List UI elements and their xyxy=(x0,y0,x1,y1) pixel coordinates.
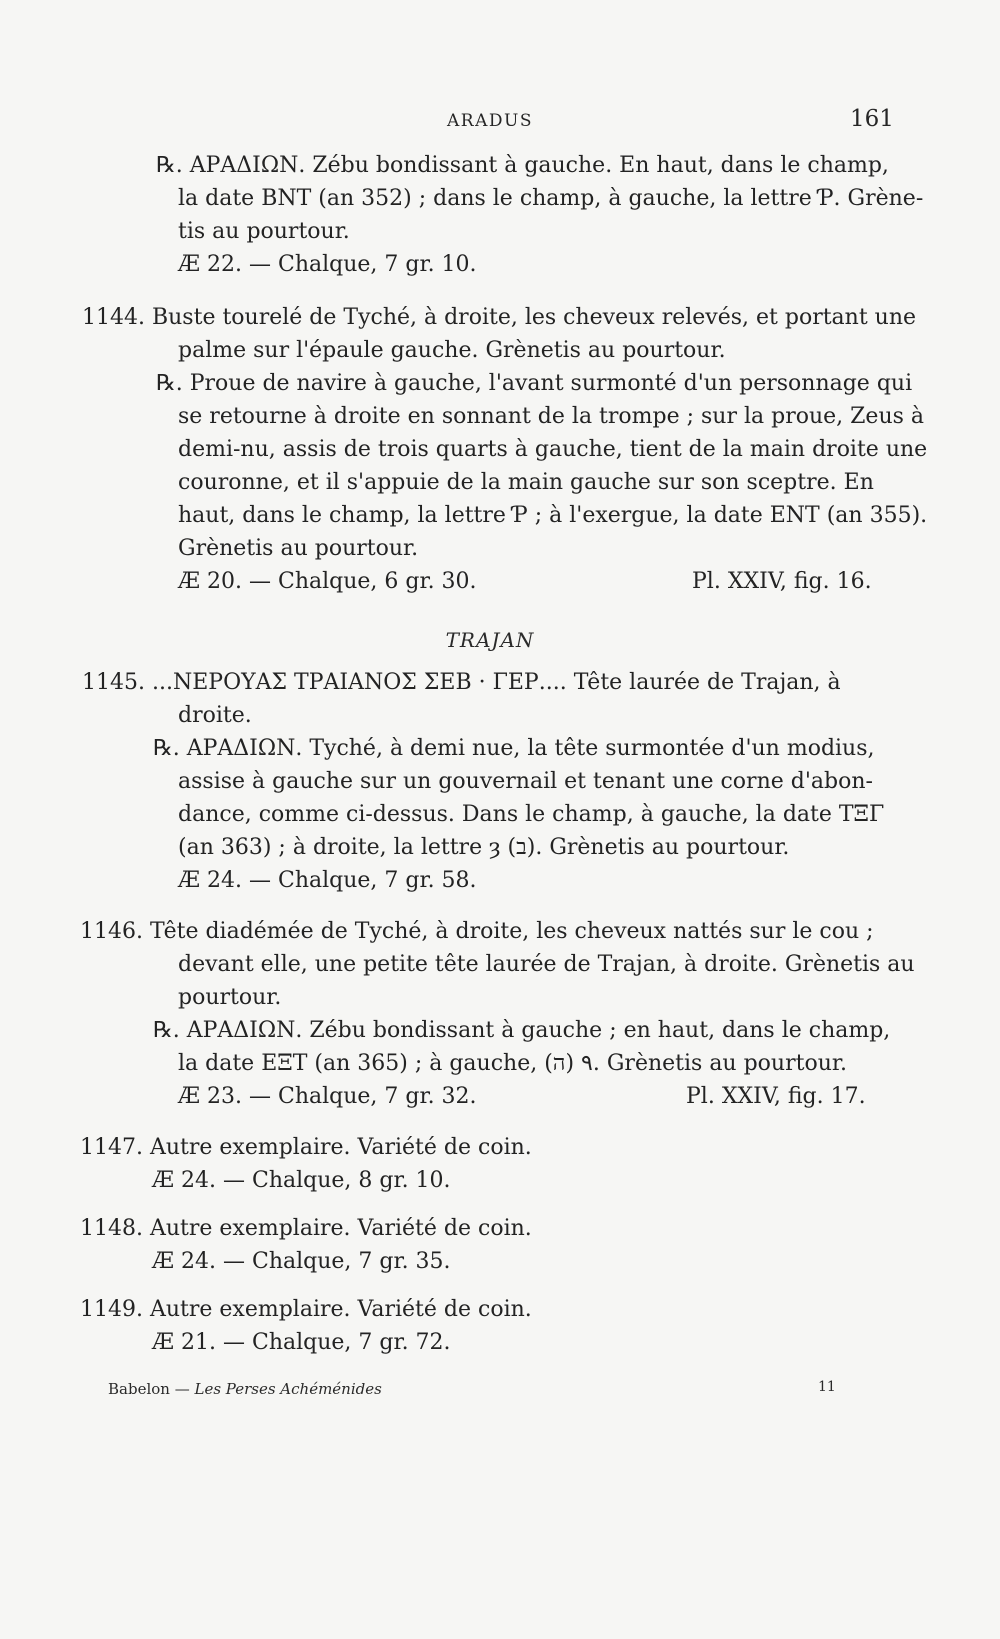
text-line: ℞. ΑΡΑΔΙΩΝ. Tyché, à demi nue, la tête surmontée d'un modius, xyxy=(153,736,875,761)
text-line: Æ 22. — Chalque, 7 gr. 10. xyxy=(178,252,477,277)
text-line: pourtour. xyxy=(178,985,282,1010)
text-line: tis au pourtour. xyxy=(178,219,350,244)
plate-reference: Pl. XXIV, fig. 16. xyxy=(692,569,872,594)
text-line: Æ 23. — Chalque, 7 gr. 32. xyxy=(178,1084,477,1109)
entry-1146: 1146. Tête diadémée de Tyché, à droite, les cheveux nattés sur le cou ; xyxy=(80,919,874,944)
footer-publication: Les Perses Achéménides xyxy=(194,1380,382,1398)
entry-1144: 1144. Buste tourelé de Tyché, à droite, les cheveux relevés, et portant une xyxy=(82,305,917,330)
text-line: droite. xyxy=(178,703,252,728)
page-number: 161 xyxy=(850,106,894,132)
plate-reference: Pl. XXIV, fig. 17. xyxy=(686,1084,866,1109)
text-line: se retourne à droite en sonnant de la trompe ; sur la proue, Zeus à xyxy=(178,404,925,429)
text-line: devant elle, une petite tête laurée de Trajan, à droite. Grènetis au xyxy=(178,952,915,977)
text-line: Æ 24. — Chalque, 7 gr. 35. xyxy=(152,1249,451,1274)
entry-1148: 1148. Autre exemplaire. Variété de coin. xyxy=(80,1216,532,1241)
text-line: couronne, et il s'appuie de la main gauche sur son sceptre. En xyxy=(178,470,874,495)
text-line: assise à gauche sur un gouvernail et tenant une corne d'abon- xyxy=(178,769,873,794)
text-line: la date ΕΞΤ (an 365) ; à gauche, ٩ (ה). Grènetis au pourtour. xyxy=(178,1051,847,1076)
text-line: ℞. ΑΡΑΔΙΩΝ. Zébu bondissant à gauche. En haut, dans le champ, xyxy=(156,153,889,178)
text-line: Æ 21. — Chalque, 7 gr. 72. xyxy=(152,1330,451,1355)
text-line: dance, comme ci-dessus. Dans le champ, à gauche, la date ΤΞΓ xyxy=(178,802,885,827)
text-line: haut, dans le champ, la lettre Ƥ ; à l'exergue, la date ΕΝΤ (an 355). xyxy=(178,503,928,528)
text-line: Æ 20. — Chalque, 6 gr. 30. xyxy=(178,569,477,594)
text-line: Grènetis au pourtour. xyxy=(178,536,419,561)
text-line: Æ 24. — Chalque, 8 gr. 10. xyxy=(152,1168,451,1193)
entry-1149: 1149. Autre exemplaire. Variété de coin. xyxy=(80,1297,532,1322)
section-heading: TRAJAN xyxy=(445,628,535,652)
text-line: (an 363) ; à droite, la lettre ȝ (ב). Grènetis au pourtour. xyxy=(178,835,790,860)
entry-1147: 1147. Autre exemplaire. Variété de coin. xyxy=(80,1135,532,1160)
footer-signature-mark: 11 xyxy=(818,1379,836,1395)
text-line: ℞. Proue de navire à gauche, l'avant surmonté d'un personnage qui xyxy=(156,371,913,396)
text-line: la date ΒΝΤ (an 352) ; dans le champ, à gauche, la lettre Ƥ. Grène- xyxy=(178,186,924,211)
text-line: demi-nu, assis de trois quarts à gauche, tient de la main droite une xyxy=(178,437,928,462)
footer-signature-line xyxy=(108,1380,382,1398)
entry-1145: 1145. ...ΝΕΡΟΥΑΣ ΤΡΑΙΑΝΟΣ ΣΕΒ · ΓΕΡ.... Tête laurée de Trajan, à xyxy=(82,670,841,695)
text-line: ℞. ΑΡΑΔΙΩΝ. Zébu bondissant à gauche ; en haut, dans le champ, xyxy=(153,1018,891,1043)
running-title: ARADUS xyxy=(447,111,533,131)
footer-author: Babelon — xyxy=(108,1380,190,1398)
text-line: palme sur l'épaule gauche. Grènetis au pourtour. xyxy=(178,338,726,363)
text-line: Æ 24. — Chalque, 7 gr. 58. xyxy=(178,868,477,893)
